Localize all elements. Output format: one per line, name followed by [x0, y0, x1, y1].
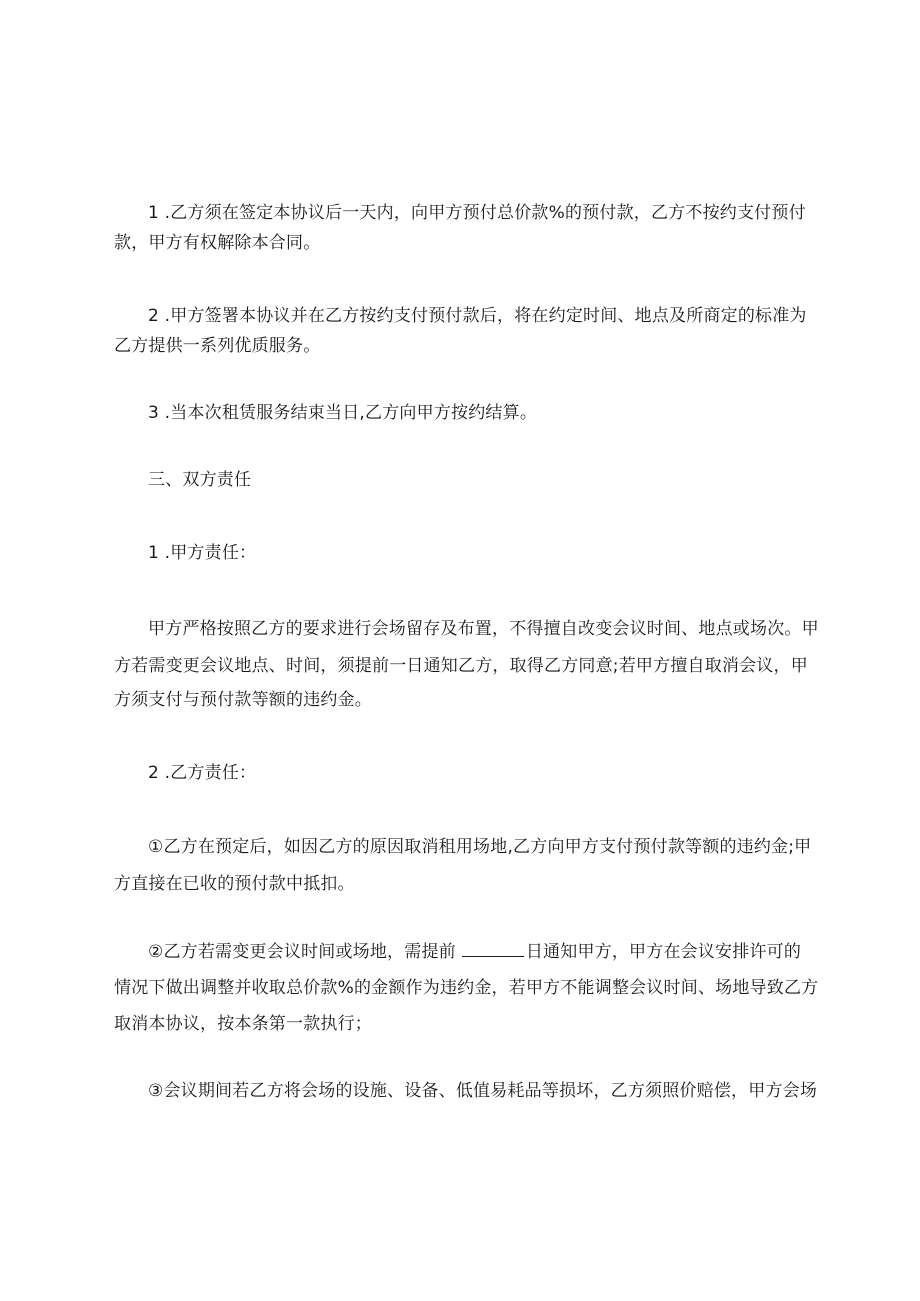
- party-a-text-line-1: 甲方严格按照乙方的要求进行会场留存及布置，不得擅自改变会议时间、地点或场次。甲: [148, 619, 819, 639]
- party-b-item-2-text-before-blank: ②乙方若需变更会议时间或场地，需提前: [148, 942, 456, 962]
- section-3-heading: 三、双方责任: [148, 470, 252, 490]
- clause-3-line-1: 3 .当本次租赁服务结束当日,乙方向甲方按约结算。: [148, 403, 538, 423]
- clause-2-line-1: 2 .甲方签署本协议并在乙方按约支付预付款后，将在约定时间、地点及所商定的标准为: [148, 306, 807, 326]
- party-b-item-3-line-1: ③会议期间若乙方将会场的设施、设备、低值易耗品等损坏，乙方须照价赔偿，甲方会场: [148, 1081, 818, 1101]
- party-b-item-1-line-1: ①乙方在预定后，如因乙方的原因取消租用场地,乙方向甲方支付预付款等额的违约金;甲: [148, 837, 812, 857]
- party-b-item-2-line-2: 情况下做出调整并收取总价款%的金额作为违约金，若甲方不能调整会议时间、场地导致乙方: [114, 978, 819, 998]
- party-b-item-2-line-3: 取消本协议，按本条第一款执行；: [114, 1014, 372, 1034]
- clause-2-line-2: 乙方提供一系列优质服务。: [114, 336, 321, 356]
- party-b-item-2-line-1: [148, 940, 801, 964]
- clause-1-line-2: 款，甲方有权解除本合同。: [114, 233, 321, 253]
- party-b-heading: 2 .乙方责任：: [148, 763, 257, 783]
- party-b-item-1-line-2: 方直接在已收的预付款中抵扣。: [114, 874, 355, 894]
- fill-in-blank: [462, 940, 524, 957]
- party-a-heading: 1 .甲方责任：: [148, 543, 257, 563]
- clause-1-line-1: 1 .乙方须在签定本协议后一天内，向甲方预付总价款%的预付款，乙方不按约支付预付: [148, 203, 806, 223]
- party-a-text-line-2: 方若需变更会议地点、时间，须提前一日通知乙方，取得乙方同意;若甲方擅自取消会议，甲: [114, 656, 808, 676]
- party-a-text-line-3: 方须支付与预付款等额的违约金。: [114, 690, 372, 710]
- party-b-item-2-text-after-blank: 日通知甲方，甲方在会议安排许可的: [525, 942, 802, 962]
